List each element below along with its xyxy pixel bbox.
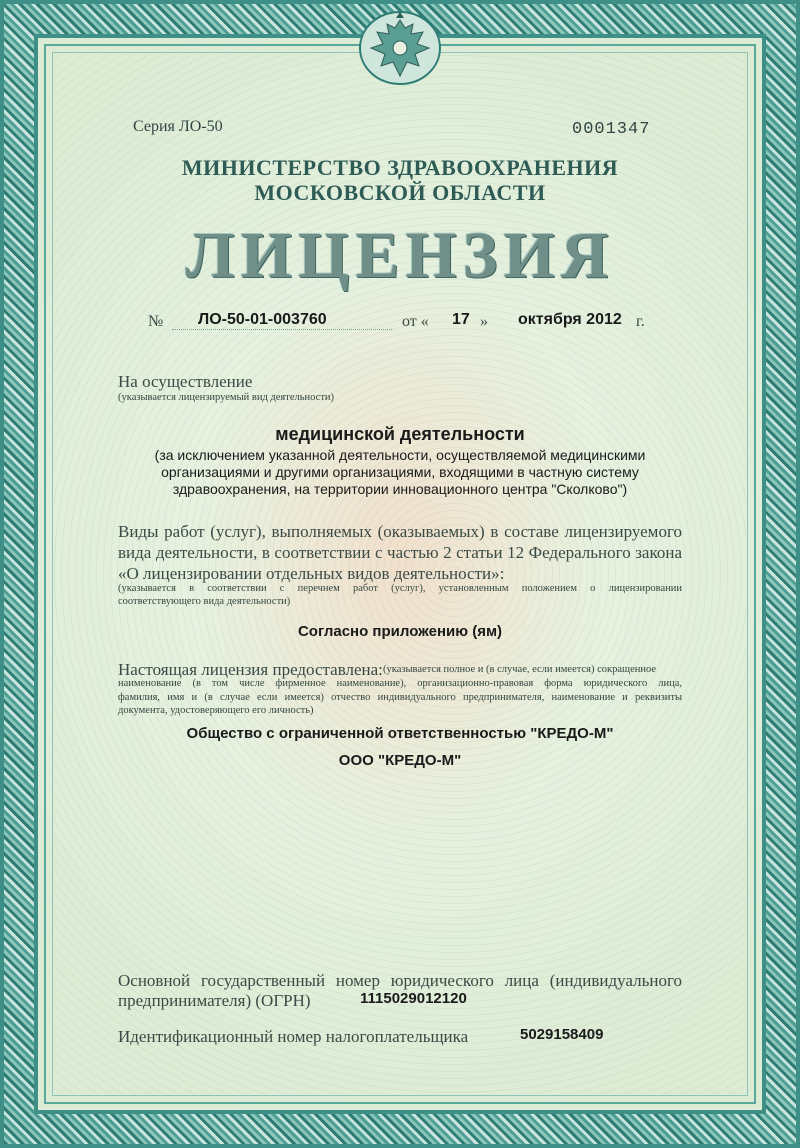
activity-note-line1: (за исключением указанной деятельности, осуществляемой медицинскими [154,447,646,463]
ogrn-label-line1: Основной государственный номер юридического лица (индивидуального [118,971,682,990]
holder-short-name: ООО "КРЕДО-М" [338,752,462,769]
works-line2: вида деятельности, в соответствии с частью 2 статьи 12 Федерального закона [118,543,682,562]
ogrn-label-line2: предпринимателя) (ОГРН) [118,991,311,1010]
holder-full-name: Общество с ограниченной ответственностью "КРЕДО-М" [186,725,614,742]
holder-hint-line3: фамилия, имя и (в случае если имеется) отчество индивидуального предпринимателя, наименование и реквизиты [118,692,682,703]
ministry-name-line2: МОСКОВСКОЙ ОБЛАСТИ [254,180,546,205]
holder-label: Настоящая лицензия предоставлена: [118,660,383,679]
activity-hint: (указывается лицензируемый вид деятельности) [118,392,335,403]
activity-note-line3: здравоохранения, на территории инновационного центра "Сколково") [172,481,628,497]
coat-of-arms-emblem-icon [355,6,445,86]
number-label: № [148,313,164,330]
inn-value: 5029158409 [520,1026,604,1043]
license-day: 17 [452,311,470,328]
year-suffix: г. [636,313,645,330]
document-title: ЛИЦЕНЗИЯ [185,219,615,292]
license-month-year: октября 2012 [518,311,622,328]
works-hint-line1: (указывается в соответствии с перечнем работ (услуг), установленным положением о лицензировании [118,583,682,594]
works-hint-line2: соответствующего вида деятельности) [118,596,291,607]
holder-hint-line1: (указывается полное и (в случае, если имеется) сокращенное [383,664,657,675]
holder-hint-line4: документа, удостоверяющего его личность) [118,705,314,716]
activity-note-line2: организациями и другими организациями, входящими в частную систему [161,464,639,480]
works-line1: Виды работ (услуг), выполняемых (оказываемых) в составе лицензируемого [118,522,682,541]
inn-label: Идентификационный номер налогоплательщика [118,1027,469,1046]
license-number: ЛО-50-01-003760 [172,311,392,330]
activity-value: медицинской деятельности [275,424,525,444]
works-line3: «О лицензировании отдельных видов деятельности»: [118,564,505,583]
works-value: Согласно приложению (ям) [297,623,503,640]
date-from-label: от « [402,313,429,330]
series-label: Серия ЛО-50 [133,118,223,135]
activity-label: На осуществление [118,372,253,391]
holder-hint-line2: наименование (в том числе фирменное наименование), организационно-правовая форма юридического лица, [118,678,682,689]
date-close-quote: » [480,313,488,330]
ministry-name-line1: МИНИСТЕРСТВО ЗДРАВООХРАНЕНИЯ [181,155,619,180]
ogrn-value: 1115029012120 [360,990,467,1007]
blank-number: 0001347 [572,120,651,139]
